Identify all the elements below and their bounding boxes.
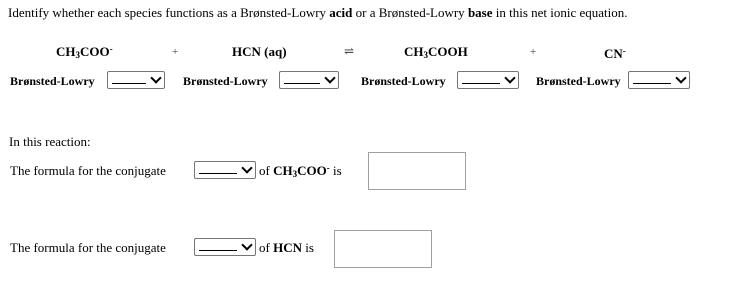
chevron-down-icon [324, 72, 335, 83]
q2-answer-box[interactable] [334, 230, 432, 268]
q2-conjugate-select[interactable] [194, 238, 256, 256]
bl-select-acetate[interactable] [107, 71, 165, 89]
q1-of-clause: of $CH_3COO^-$ is [259, 163, 342, 179]
bl-label-4: Brønsted-Lowry [536, 74, 621, 88]
species-acetate: $CH_3COO^-$ [56, 44, 113, 60]
bl-label-2: Brønsted-Lowry [183, 74, 268, 88]
blank-line [633, 83, 671, 84]
chevron-down-icon [241, 162, 252, 173]
q1-conjugate-select[interactable] [194, 161, 256, 179]
chevron-down-icon [241, 239, 252, 250]
chevron-down-icon [675, 72, 686, 83]
species-acetic-acid: $CH_3COOH$ [404, 44, 468, 60]
q1-prefix: The formula for the conjugate [10, 163, 166, 178]
q2-species: HCN [273, 240, 302, 255]
instruction-text [8, 5, 628, 21]
q2-of-clause: of HCN is [259, 240, 314, 255]
instruction-pre: Identify whether each species functions as a Brønsted-Lowry [8, 5, 330, 20]
plus-sign-1: + [172, 46, 179, 58]
species-cyanide: CN- [604, 46, 626, 61]
blank-line [112, 83, 146, 84]
blank-line [199, 173, 237, 174]
chevron-down-icon [504, 72, 515, 83]
q1-answer-box[interactable] [368, 152, 466, 190]
q2-prefix: The formula for the conjugate [10, 240, 166, 255]
plus-sign-2: + [530, 46, 537, 58]
bl-select-cyanide[interactable] [628, 71, 690, 89]
q1-species: $CH_3COO^-$ [273, 163, 330, 179]
bl-select-acetic-acid[interactable] [457, 71, 519, 89]
blank-line [199, 250, 237, 251]
instruction-acid: acid [329, 5, 353, 20]
chevron-down-icon [150, 72, 161, 83]
bl-select-hcn[interactable] [279, 71, 339, 89]
bl-label-1: Brønsted-Lowry [10, 74, 95, 88]
blank-line [284, 83, 320, 84]
reaction-intro: In this reaction: [9, 134, 91, 149]
equilibrium-arrow: ⇌ [344, 44, 355, 58]
bl-label-3: Brønsted-Lowry [361, 74, 446, 88]
instruction-base: base [467, 5, 493, 20]
species-hcn: HCN (aq) [232, 44, 287, 59]
instruction-mid: or a Brønsted-Lowry [352, 5, 468, 20]
instruction-post: in this net ionic equation. [492, 5, 628, 20]
blank-line [462, 83, 500, 84]
